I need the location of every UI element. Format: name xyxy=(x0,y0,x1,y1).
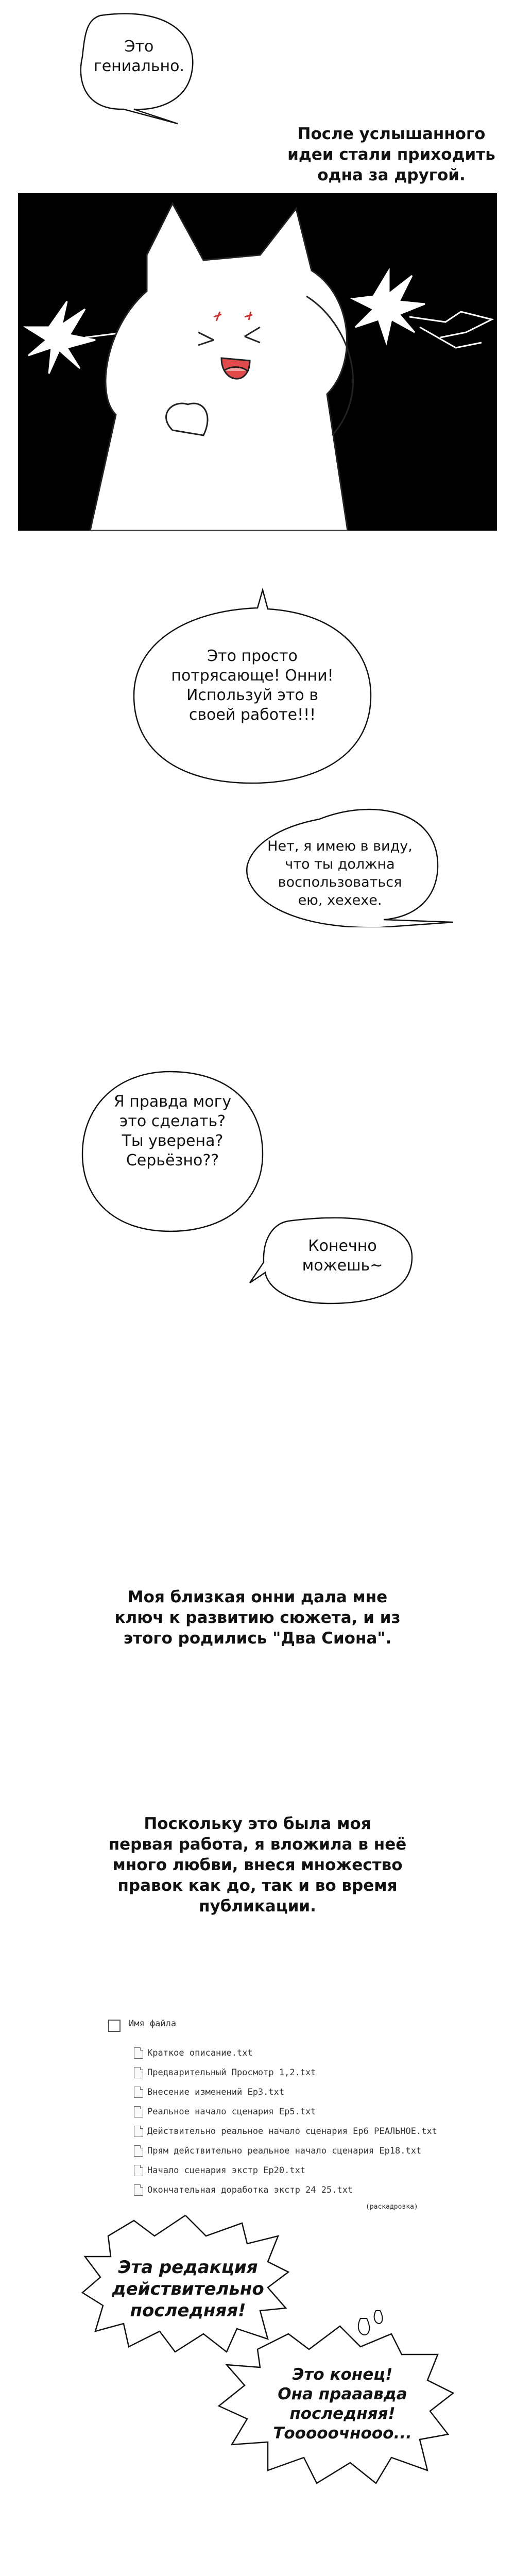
caption-plot-key: Моя близкая онни дала мне ключ к развитию сюжета, и из этого родились "Два Сиона". xyxy=(114,1588,401,1648)
bubble-genius: Это гениально. xyxy=(93,38,185,75)
document-icon xyxy=(134,2126,143,2137)
shout-its-the-end: Это конец! Она прааавда последняя! Тооооочнооо... xyxy=(273,2365,412,2443)
file-item[interactable]: Краткое описание.txt xyxy=(134,2045,253,2061)
file-item[interactable]: Внесение изменений Ep3.txt xyxy=(134,2084,284,2100)
shout-last-edition: Эта редакция действительно последняя! xyxy=(112,2257,264,2321)
document-icon xyxy=(134,2067,143,2078)
file-item[interactable]: Предварительный Просмотр 1,2.txt xyxy=(134,2065,316,2080)
document-icon xyxy=(134,2184,143,2196)
file-item[interactable]: Реальное начало сценария Ep5.txt xyxy=(134,2104,316,2120)
file-list-checkbox[interactable] xyxy=(108,2020,121,2032)
panel-4-art xyxy=(0,1056,515,1340)
document-icon xyxy=(134,2145,143,2157)
file-list-header: Имя файла xyxy=(129,2019,177,2029)
bubble-i-mean: Нет, я имею в виду, что ты должна воспользоваться ею, хехехе. xyxy=(267,838,413,908)
file-item[interactable]: Действительно реальное начало сценария Ep6 РЕАЛЬНОЕ.txt xyxy=(134,2124,437,2139)
document-icon xyxy=(134,2165,143,2176)
storyboard-note: (раскадровка) xyxy=(366,2203,418,2211)
caption-first-work: Поскольку это была моя первая работа, я вложила в неё много любви, внеся множество правок как до, так и во время публикации. xyxy=(108,1815,407,1916)
file-item[interactable]: Прям действительно реальное начало сценария Ep18.txt xyxy=(134,2143,421,2159)
document-icon xyxy=(134,2047,143,2059)
bubble-really-can: Я правда могу это сделать? Ты уверена? Серьёзно?? xyxy=(113,1093,232,1170)
caption-ideas: После услышанного идеи стали приходить одна за другой. xyxy=(287,125,495,184)
file-item[interactable]: Начало сценария экстр Ep20.txt xyxy=(134,2163,305,2178)
sweat-drop-icon xyxy=(358,2311,383,2335)
bubble-of-course: Конечно можешь~ xyxy=(302,1237,383,1275)
document-icon xyxy=(134,2106,143,2117)
file-item[interactable]: Окончательная доработка экстр 24 25.txt xyxy=(134,2182,353,2198)
cat-illustration-panel xyxy=(18,193,497,531)
bubble-amazing: Это просто потрясающе! Онни! Используй это в своей работе!!! xyxy=(171,647,334,724)
document-icon xyxy=(134,2087,143,2098)
